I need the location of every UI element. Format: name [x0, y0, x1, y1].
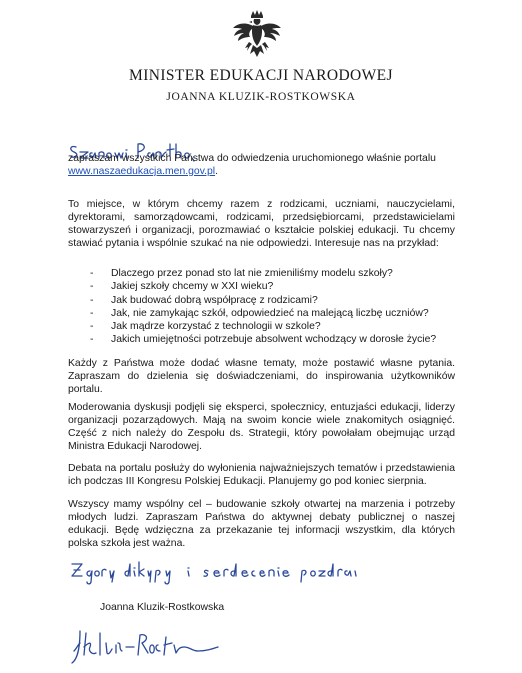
list-item: [90, 320, 436, 333]
list-item-text: Jak mądrze korzystać z technologii w szkole?: [111, 321, 321, 333]
paragraph-intro-text: zapraszam wszystkich Państwa do odwiedzenia uruchomionego właśnie portalu: [68, 153, 436, 164]
list-item-text: Dlaczego przez ponad sto lat nie zmieniliśmy modelu szkoły?: [111, 268, 393, 279]
list-item-text: Jak, nie zamykając szkół, odpowiedzieć na malejącą liczbę uczniów?: [111, 307, 429, 319]
list-marker: -: [90, 268, 94, 279]
list-item: [90, 307, 436, 320]
list-item-text: Jak budować dobrą współpracę z rodzicami?: [111, 294, 318, 306]
list-item-text: Jakiej szkoły chcemy w XXI wieku?: [111, 281, 274, 293]
minister-name: JOANNA KLUZIK-ROSTKOWSKA: [166, 91, 356, 103]
list-item-text: Jakich umiejętności potrzebuje absolwent wchodzący w dorosłe życie?: [111, 334, 437, 346]
list-marker: -: [90, 334, 94, 346]
list-item: [90, 294, 436, 307]
handwritten-closing: [68, 556, 358, 586]
paragraph-intro-end: .: [215, 165, 218, 177]
list-item: [90, 267, 436, 280]
list-marker: -: [90, 321, 94, 333]
polish-eagle-emblem-icon: [232, 10, 282, 66]
paragraph-moderators: Moderowania dyskusji podjęli się eksperci, społecznicy, entuzjaści edukacji, liderzy organizacji pozarządowych. Mają na swoim koncie wiele znakomitych osiągnięć. Część z nich należy do Zespołu ds. Strategii, który powołałam obejmując urząd Ministra Edukacji Narodowej.: [68, 402, 455, 452]
paragraph-purpose: To miejsce, w którym chcemy razem z rodzicami, uczniami, nauczycielami, dyrektorami, samorządowcami, rodzicami, przedsiębiorcami, przedstawicielami stowarzyszeń i organizacji, porozmawiać o kształcie polskiej edukacji. Tu chcemy stawiać pytania i wspólnie szukać na nie odpowiedzi. Interesuje nas na przykład:: [68, 199, 455, 249]
questions-list: [90, 267, 436, 347]
list-marker: -: [90, 307, 94, 319]
paragraph-intro: [68, 153, 455, 179]
paragraph-congress: Debata na portalu posłuży do wyłonienia najważniejszych tematów i przedstawienia ich podczas III Kongresu Polskiej Edukacji. Planujemy go pod koniec sierpnia.: [68, 463, 455, 487]
minister-title: MINISTER EDUKACJI NARODOWEJ: [129, 67, 393, 84]
signer-name: Joanna Kluzik-Rostkowska: [100, 602, 225, 613]
portal-link[interactable]: www.naszaedukacja.men.gov.pl: [68, 165, 216, 177]
list-item: [90, 280, 436, 293]
list-item: [90, 333, 436, 346]
handwritten-signature: [66, 625, 226, 669]
list-marker: -: [90, 294, 94, 306]
list-marker: -: [90, 281, 94, 293]
paragraph-common-goal: Wszyscy mamy wspólny cel – budowanie szkoły otwartej na marzenia i potrzeby młodych ludzi. Zapraszam Państwa do aktywnej debaty publicznej o naszej edukacji. Będę wdzięczna za przekazanie tej informacji wszystkim, dla których polska szkoła jest ważna.: [68, 499, 455, 549]
paragraph-contribute: Każdy z Państwa może dodać własne tematy, może postawić własne pytania. Zapraszam do dzielenia się doświadczeniami, do inspirowania użytkowników portalu.: [68, 358, 455, 395]
